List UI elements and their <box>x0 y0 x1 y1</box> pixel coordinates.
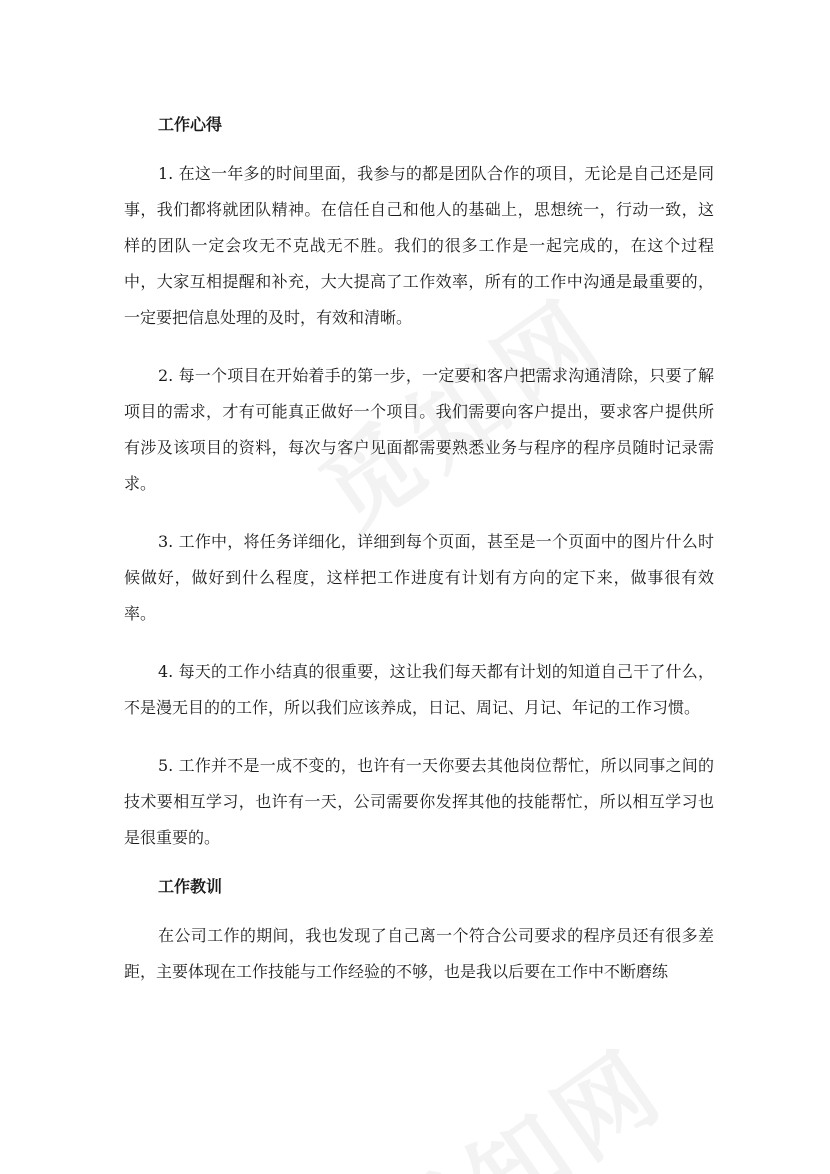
paragraph-4: 4. 每天的工作小结真的很重要，这让我们每天都有计划的知道自己干了什么，不是漫无目的的工作，所以我们应该养成，日记、周记、月记、年记的工作习惯。 <box>124 662 714 717</box>
watermark <box>349 1011 688 1174</box>
section-heading-work-experience: 工作心得 <box>158 115 223 134</box>
document-body <box>124 110 714 990</box>
paragraph-2: 2. 每一个项目在开始着手的第一步，一定要和客户把需求沟通清除，只要了解项目的需求，才有可能真正做好一个项目。我们需要向客户提出，要求客户提供所有涉及该项目的资料，每次与客户见面都需要熟悉业务与程序的程序员随时记录需求。 <box>124 366 714 493</box>
paragraph-lessons: 在公司工作的期间，我也发现了自己离一个符合公司要求的程序员还有很多差距，主要体现在工作技能与工作经验的不够，也是我以后要在工作中不断磨练 <box>124 926 714 981</box>
section-heading-work-lessons: 工作教训 <box>158 877 223 896</box>
paragraph-5: 5. 工作并不是一成不变的，也许有一天你要去其他岗位帮忙，所以同事之间的技术要相互学习，也许有一天，公司需要你发挥其他的技能帮忙，所以相互学习也是很重要的。 <box>124 756 714 847</box>
paragraph-1: 1. 在这一年多的时间里面，我参与的都是团队合作的项目，无论是自己还是同事，我们都将就团队精神。在信任自己和他人的基础上，思想统一，行动一致，这样的团队一定会攻无不克战无不胜。我们的很多工作是一起完成的，在这个过程中，大家互相提醒和补充，大大提高了工作效率，所有的工作中沟通是最重要的，一定要把信息处理的及时，有效和清晰。 <box>124 164 714 327</box>
paragraph-3: 3. 工作中，将任务详细化，详细到每个页面，甚至是一个页面中的图片什么时候做好，做好到什么程度，这样把工作进度有计划有方向的定下来，做事很有效率。 <box>124 532 714 623</box>
